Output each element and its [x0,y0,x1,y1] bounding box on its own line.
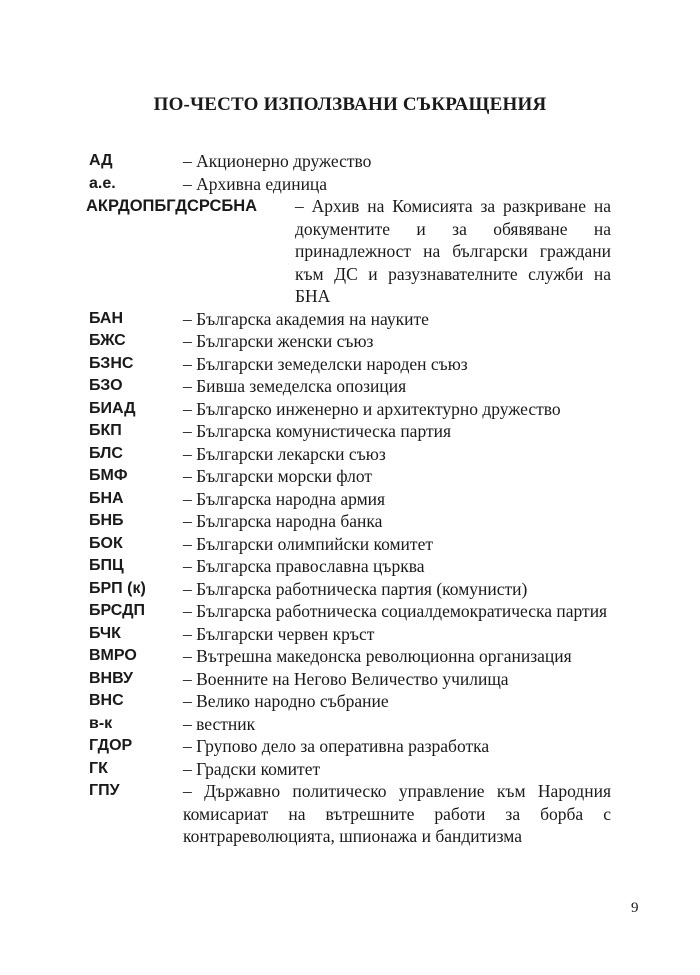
definition: – Българска работническа партия (комунисти) [183,578,528,599]
definition: – Военните на Негово Величество училища [183,668,509,689]
list-item [0,375,700,398]
abbreviation: БРСДП [89,602,146,619]
list-item [0,443,700,466]
definition: – Български женски съюз [183,331,374,351]
abbreviation: ГПУ [89,782,120,799]
definition: – Вътрешна македонска революционна организация [183,646,572,666]
abbreviation: ГДОР [89,737,133,754]
definition: – Българска народна банка [183,511,383,531]
list-item [0,510,700,533]
definition: – Български червен кръст [183,623,375,644]
abbreviation: в-к [89,714,113,732]
abbreviations-list [0,150,700,848]
abbreviation: БЖС [89,332,126,349]
list-item [0,533,700,556]
definition: – Български морски флот [183,466,373,486]
definition: – Български земеделски народен съюз [183,353,468,374]
list-item [0,308,700,331]
abbreviation: БОК [89,534,123,552]
abbreviation: БАН [89,309,123,327]
list-item [0,555,700,578]
definition: – Архив на Комисията за разкриване на документите и за обявяване на принадлежност на български граждани към ДС и разузнавателните служби на БНА [295,196,611,306]
abbreviation: БМФ [89,467,128,484]
abbreviation: БКП [89,422,122,439]
definition: – Акционерно дружество [183,151,372,171]
list-item [0,173,700,196]
page-title: ПО-ЧЕСТО ИЗПОЛЗВАНИ СЪКРАЩЕНИЯ [153,94,547,115]
abbreviation: БПЦ [89,557,124,574]
list-item [0,735,700,758]
abbreviation: БЗО [89,377,123,394]
definition: – Българска комунистическа партия [183,421,452,441]
list-item [0,488,700,511]
definition: – вестник [183,713,256,734]
definition: – Групово дело за оперативна разработка [183,736,490,756]
list-item [0,578,700,601]
abbreviation: БЧК [89,624,121,642]
list-item [0,600,700,623]
list-item [0,713,700,736]
abbreviation: БРП (к) [89,579,146,597]
abbreviation: ВНС [89,692,124,709]
abbreviation: БНБ [89,512,124,529]
list-item [0,690,700,713]
list-item [0,623,700,646]
abbreviation: АД [89,152,113,169]
list-item [0,420,700,443]
definition: – Българска академия на науките [183,308,429,329]
list-item [0,465,700,488]
list-item [0,645,700,668]
list-item [0,758,700,781]
definition: – Градски комитет [183,758,321,779]
abbreviation: а.е. [89,174,116,192]
list-item [0,668,700,691]
definition: – Архивна единица [183,173,328,194]
list-item [0,195,700,308]
definition: – Българска работническа социалдемократическа партия [183,601,608,621]
definition: – Българска народна армия [183,488,386,509]
abbreviation: БИАД [89,399,136,417]
abbreviation: БЛС [89,444,123,462]
abbreviation: БЗНС [89,354,134,372]
abbreviation: ГК [89,759,108,777]
list-item [0,330,700,353]
list-item [0,398,700,421]
list-item [0,780,700,848]
definition: – Български олимпийски комитет [183,533,433,554]
definition: – Български лекарски съюз [183,443,386,464]
abbreviation: ВНВУ [89,669,134,687]
definition: – Българско инженерно и архитектурно дружество [183,398,561,419]
definition: – Държавно политическо управление към Народния комисариат на вътрешните работи за борба с контрареволюцията, шпионажа и бандитизма [183,781,611,846]
list-item [0,150,700,173]
definition: – Българска православна църква [183,556,425,576]
list-item [0,353,700,376]
abbreviation: ВМРО [89,647,137,664]
abbreviation: АКРДОПБГДСРСБНА [86,197,258,215]
definition: – Бивша земеделска опозиция [183,376,407,396]
abbreviation: БНА [89,489,124,507]
page-number: 9 [631,900,639,916]
definition: – Велико народно събрание [183,691,389,711]
